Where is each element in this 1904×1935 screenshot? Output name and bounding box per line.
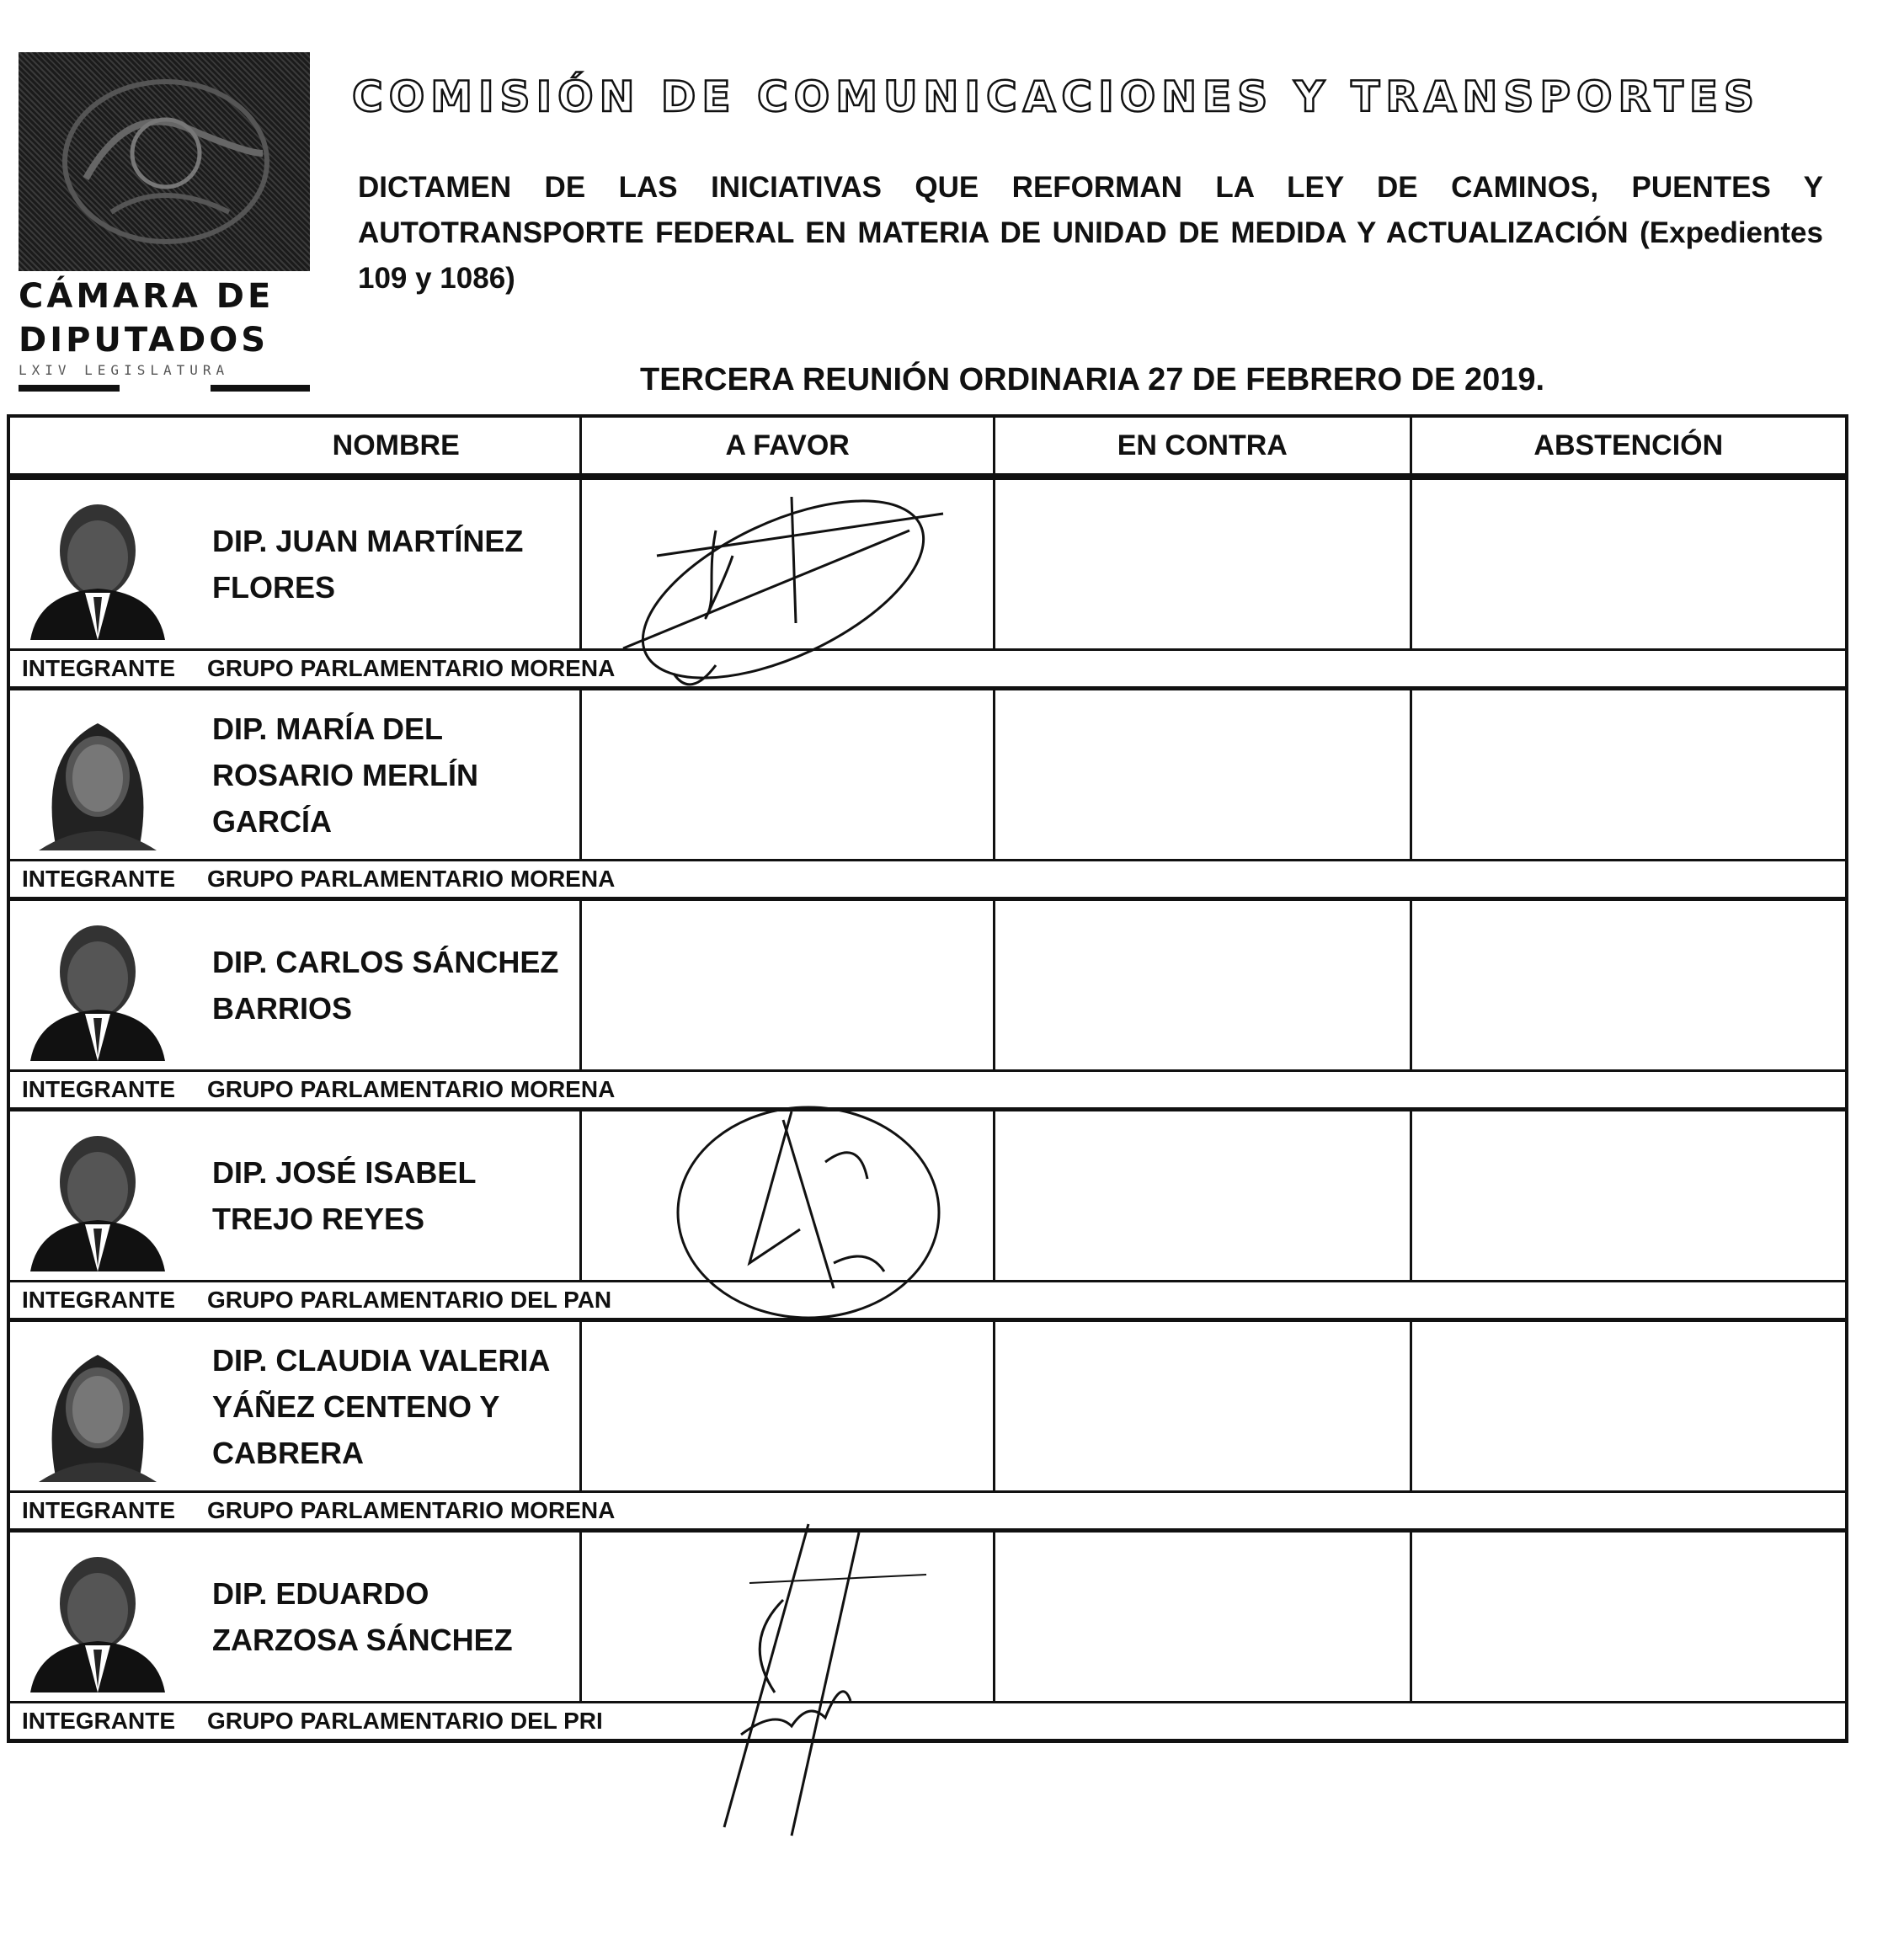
man-portrait-icon (22, 1544, 173, 1692)
vote-cell-a-favor (581, 689, 995, 861)
woman-portrait-icon (22, 702, 173, 850)
group-row (8, 1703, 1847, 1741)
group-row (8, 1282, 1847, 1320)
table-row (8, 899, 1847, 1071)
man-portrait-icon (22, 1123, 173, 1271)
vote-cell-abstencion (1411, 477, 1847, 650)
vote-cell-a-favor (581, 1110, 995, 1282)
member-role: INTEGRANTE (22, 655, 175, 681)
col-header-abstencion: ABSTENCIÓN (1411, 416, 1847, 477)
parliamentary-group: GRUPO PARLAMENTARIO MORENA (207, 866, 616, 892)
deputy-name: DIP. JUAN MARTÍNEZ FLORES (212, 524, 524, 605)
member-role: INTEGRANTE (22, 1497, 175, 1523)
name-cell (8, 1531, 581, 1703)
name-cell (8, 477, 581, 650)
group-row (8, 1071, 1847, 1110)
member-role: INTEGRANTE (22, 1708, 175, 1734)
meeting-title: TERCERA REUNIÓN ORDINARIA 27 DE FEBRERO DE 2019. (640, 362, 1545, 397)
table-row (8, 689, 1847, 861)
parliamentary-group: GRUPO PARLAMENTARIO DEL PRI (207, 1708, 603, 1734)
logo-line-1: CÁMARA DE (19, 277, 275, 316)
vote-cell-en-contra (994, 477, 1411, 650)
table-row (8, 1320, 1847, 1492)
group-cell (8, 1492, 1847, 1531)
group-cell (8, 861, 1847, 899)
vote-cell-a-favor (581, 477, 995, 650)
vote-cell-en-contra (994, 899, 1411, 1071)
vote-cell-a-favor (581, 899, 995, 1071)
table-row (8, 1110, 1847, 1282)
group-cell (8, 650, 1847, 689)
vote-cell-abstencion (1411, 899, 1847, 1071)
vote-cell-abstencion (1411, 1320, 1847, 1492)
name-cell (8, 899, 581, 1071)
logo-line-2: DIPUTADOS (19, 321, 269, 360)
parliamentary-group: GRUPO PARLAMENTARIO MORENA (207, 655, 616, 681)
vote-cell-en-contra (994, 1320, 1411, 1492)
parliamentary-group: GRUPO PARLAMENTARIO MORENA (207, 1497, 616, 1523)
vote-cell-en-contra (994, 1110, 1411, 1282)
commission-title: COMISIÓN DE COMUNICACIONES Y TRANSPORTES (352, 72, 1761, 121)
group-cell (8, 1071, 1847, 1110)
vote-cell-abstencion (1411, 1110, 1847, 1282)
vote-cell-en-contra (994, 1531, 1411, 1703)
chamber-logo (19, 52, 310, 397)
vote-cell-en-contra (994, 689, 1411, 861)
group-row (8, 650, 1847, 689)
man-portrait-icon (22, 913, 173, 1061)
vote-cell-abstencion (1411, 689, 1847, 861)
deputy-name: DIP. MARÍA DEL ROSARIO MERLÍN GARCÍA (212, 711, 479, 839)
deputy-name: DIP. EDUARDO ZARZOSA SÁNCHEZ (212, 1576, 513, 1657)
logo-bars (19, 385, 310, 397)
vote-cell-a-favor (581, 1320, 995, 1492)
name-cell (8, 689, 581, 861)
col-header-a-favor: A FAVOR (581, 416, 995, 477)
member-role: INTEGRANTE (22, 866, 175, 892)
man-portrait-icon (22, 492, 173, 640)
member-role: INTEGRANTE (22, 1287, 175, 1313)
group-row (8, 861, 1847, 899)
dictamen-text: DICTAMEN DE LAS INICIATIVAS QUE REFORMAN LA LEY DE CAMINOS, PUENTES Y AUTOTRANSPORTE FEDERAL EN MATERIA DE UNIDAD DE MEDIDA Y ACTUALIZACIÓN (Expedientes 109 y 1086) (358, 171, 1823, 295)
vote-cell-abstencion (1411, 1531, 1847, 1703)
member-role: INTEGRANTE (22, 1076, 175, 1102)
woman-portrait-icon (22, 1334, 173, 1482)
table-row (8, 1531, 1847, 1703)
group-cell (8, 1282, 1847, 1320)
logo-legislature: LXIV LEGISLATURA (19, 362, 230, 378)
vote-cell-a-favor (581, 1531, 995, 1703)
deputy-name: DIP. CLAUDIA VALERIA YÁÑEZ CENTENO Y CABRERA (212, 1342, 550, 1470)
col-header-nombre: NOMBRE (8, 416, 581, 477)
group-cell (8, 1703, 1847, 1741)
parliamentary-group: GRUPO PARLAMENTARIO DEL PAN (207, 1287, 612, 1313)
deputy-name: DIP. JOSÉ ISABEL TREJO REYES (212, 1155, 476, 1236)
col-header-en-contra: EN CONTRA (994, 416, 1411, 477)
name-cell (8, 1110, 581, 1282)
parliamentary-group: GRUPO PARLAMENTARIO MORENA (207, 1076, 616, 1102)
eagle-seal-icon (19, 52, 310, 271)
deputy-name: DIP. CARLOS SÁNCHEZ BARRIOS (212, 945, 559, 1026)
group-row (8, 1492, 1847, 1531)
vote-table (7, 414, 1848, 1743)
name-cell (8, 1320, 581, 1492)
table-row (8, 477, 1847, 650)
table-header-row (8, 416, 1847, 477)
